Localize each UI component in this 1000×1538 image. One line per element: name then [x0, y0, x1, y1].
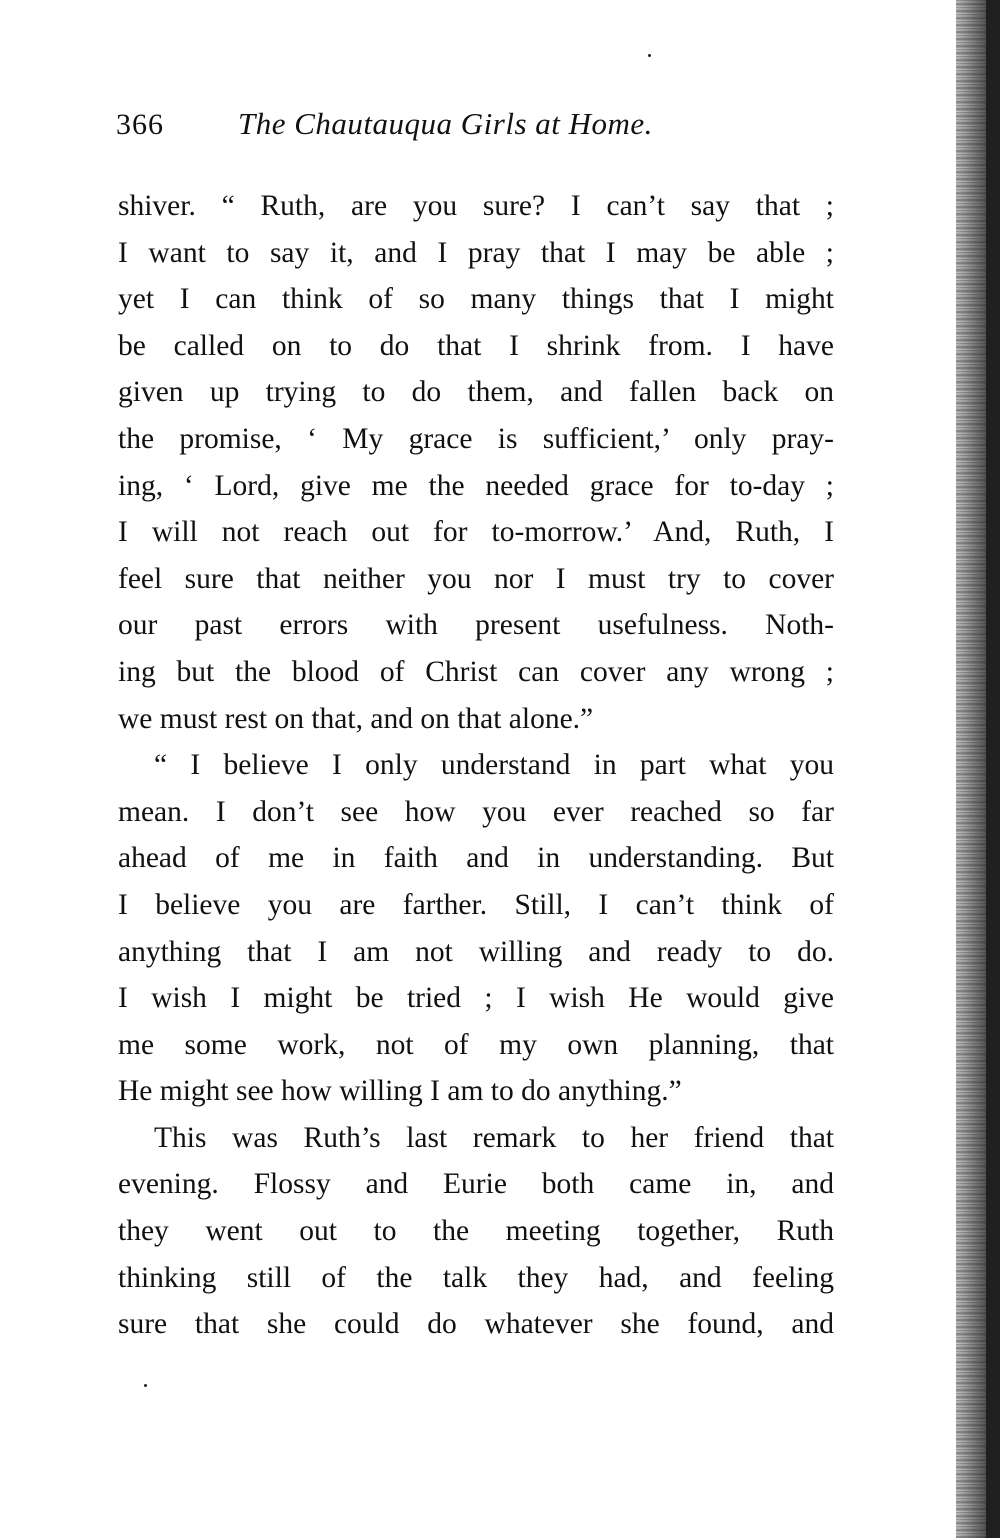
text-line: ing but the blood of Christ can cover any wrong ;: [118, 655, 834, 688]
text-line: sure that she could do whatever she found, and: [118, 1308, 834, 1341]
text-line: anything that I am not willing and ready to do.: [118, 935, 834, 968]
text-line: I wish I might be tried ; I wish He would give: [118, 982, 834, 1015]
text-line: I want to say it, and I pray that I may be able ;: [118, 236, 834, 269]
text-line: I will not reach out for to-morrow.’ And, Ruth, I: [118, 516, 834, 549]
text-line: they went out to the meeting together, Ruth: [118, 1215, 834, 1248]
text-line: ing, ‘ Lord, give me the needed grace for to-day ;: [118, 469, 834, 502]
text-line: given up trying to do them, and fallen back on: [118, 376, 834, 409]
paper-speck: [648, 54, 651, 57]
text-line: I believe you are farther. Still, I can’t think of: [118, 888, 834, 921]
text-line: be called on to do that I shrink from. I have: [118, 329, 834, 362]
text-line: our past errors with present usefulness. Noth-: [118, 609, 834, 642]
text-line: we must rest on that, and on that alone.”: [118, 702, 594, 735]
text-line: This was Ruth’s last remark to her friend that: [154, 1121, 834, 1154]
page-number: 366: [116, 108, 164, 141]
text-line: thinking still of the talk they had, and feeling: [118, 1261, 834, 1294]
text-line: shiver. “ Ruth, are you sure? I can’t say that ;: [118, 190, 834, 222]
text-line: mean. I don’t see how you ever reached so far: [118, 795, 834, 828]
text-line: the promise, ‘ My grace is sufficient,’ only pray-: [118, 422, 834, 455]
text-line: yet I can think of so many things that I might: [118, 283, 834, 316]
text-line: “ I believe I only understand in part what you: [154, 749, 834, 782]
text-line: me some work, not of my own planning, that: [118, 1028, 834, 1061]
text-line: evening. Flossy and Eurie both came in, and: [118, 1168, 834, 1201]
text-line: He might see how willing I am to do anything.”: [118, 1075, 682, 1108]
body-text: [118, 183, 834, 1348]
running-title: The Chautauqua Girls at Home.: [238, 106, 653, 141]
text-line: ahead of me in faith and in understanding. But: [118, 842, 834, 875]
page-header: [116, 100, 836, 150]
paper-speck: [144, 1384, 147, 1387]
text-line: feel sure that neither you nor I must try to cover: [118, 562, 834, 595]
page-edge-shadow: [986, 0, 1000, 1538]
